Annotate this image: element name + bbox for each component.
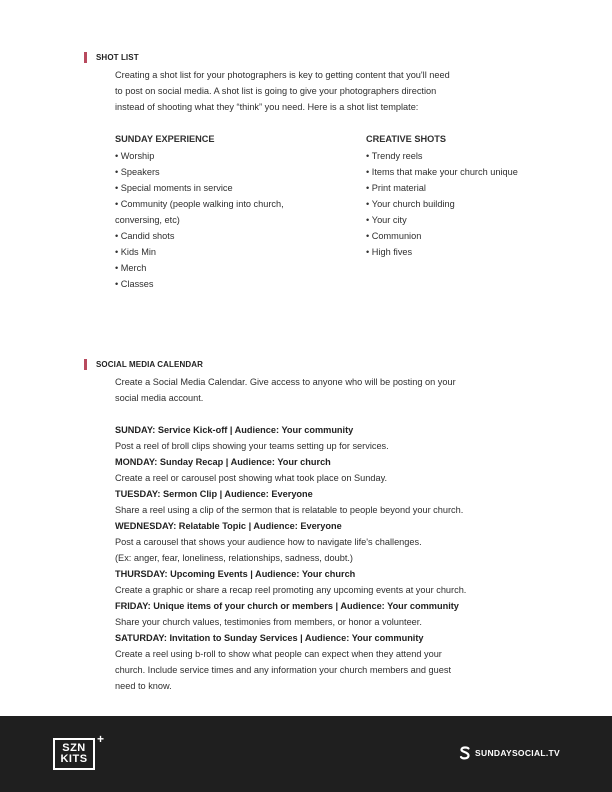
day-text: church. Include service times and any information your church members and guest — [115, 665, 452, 675]
list-item: • Trendy reels — [366, 148, 526, 164]
creative-shots-column — [366, 131, 526, 260]
intro-line: Create a Social Media Calendar. Give access to anyone who will be posting on your — [115, 377, 456, 387]
intro-line: instead of shooting what they “think” you need. Here is a shot list template: — [115, 102, 419, 112]
list-item: • Special moments in service — [115, 180, 290, 196]
brand-text: SUNDAYSOCIAL.TV — [475, 748, 560, 758]
sunday-experience-list — [115, 148, 290, 292]
calendar-days — [115, 422, 555, 694]
logo-line: SZN — [62, 742, 86, 754]
logo-line: KITS — [60, 753, 88, 765]
list-item: • Items that make your church unique — [366, 164, 526, 180]
section-marker — [84, 52, 87, 63]
intro-line: Creating a shot list for your photographers is key to getting content that you'll need — [115, 70, 450, 80]
szn-kits-logo — [53, 738, 95, 770]
list-item: • Communion — [366, 228, 526, 244]
day-text: Share a reel using a clip of the sermon that is relatable to people beyond your church. — [115, 505, 464, 515]
day-label-monday: MONDAY: Sunday Recap | Audience: Your church — [115, 457, 331, 467]
list-item: • Print material — [366, 180, 526, 196]
list-item: • Worship — [115, 148, 290, 164]
day-text: Post a carousel that shows your audience how to navigate life's challenges. — [115, 537, 422, 547]
day-label-thursday: THURSDAY: Upcoming Events | Audience: Your church — [115, 569, 356, 579]
list-item: • Speakers — [115, 164, 290, 180]
shot-list-intro — [115, 67, 535, 115]
list-item: • Kids Min — [115, 244, 290, 260]
list-item: • Merch — [115, 260, 290, 276]
day-label-saturday: SATURDAY: Invitation to Sunday Services | Audience: Your community — [115, 633, 424, 643]
creative-shots-title: CREATIVE SHOTS — [366, 134, 446, 144]
sunday-social-brand — [459, 746, 560, 760]
list-item: • Your church building — [366, 196, 526, 212]
day-text: need to know. — [115, 681, 172, 691]
day-text: Post a reel of broll clips showing your teams setting up for services. — [115, 441, 389, 451]
day-text: Share your church values, testimonies from members, or honor a volunteer. — [115, 617, 422, 627]
logo-plus: + — [97, 732, 105, 746]
creative-shots-list — [366, 148, 526, 260]
list-item: • Candid shots — [115, 228, 290, 244]
shot-list-heading — [84, 51, 139, 64]
day-text: Create a reel using b-roll to show what people can expect when they attend your — [115, 649, 442, 659]
sunday-experience-column — [115, 131, 290, 292]
day-text: Create a graphic or share a recap reel promoting any upcoming events at your church. — [115, 585, 467, 595]
sunday-experience-title: SUNDAY EXPERIENCE — [115, 134, 215, 144]
intro-line: to post on social media. A shot list is going to give your photographers direction — [115, 86, 437, 96]
intro-line: social media account. — [115, 393, 204, 403]
day-text: (Ex: anger, fear, loneliness, relationships, sadness, doubt.) — [115, 553, 353, 563]
calendar-heading — [84, 358, 203, 371]
list-item: • Your city — [366, 212, 526, 228]
sunday-social-logo-icon — [459, 746, 471, 760]
day-label-tuesday: TUESDAY: Sermon Clip | Audience: Everyone — [115, 489, 313, 499]
list-item: • Community (people walking into church, conversing, etc) — [115, 196, 290, 228]
shot-list-title: SHOT LIST — [96, 53, 139, 62]
calendar-intro — [115, 374, 535, 406]
section-marker — [84, 359, 87, 370]
day-text: Create a reel or carousel post showing what took place on Sunday. — [115, 473, 388, 483]
footer — [0, 716, 612, 792]
day-label-wednesday: WEDNESDAY: Relatable Topic | Audience: Everyone — [115, 521, 342, 531]
calendar-title: SOCIAL MEDIA CALENDAR — [96, 360, 203, 369]
list-item: • High fives — [366, 244, 526, 260]
day-label-sunday: SUNDAY: Service Kick-off | Audience: Your community — [115, 425, 354, 435]
day-label-friday: FRIDAY: Unique items of your church or members | Audience: Your community — [115, 601, 459, 611]
list-item: • Classes — [115, 276, 290, 292]
